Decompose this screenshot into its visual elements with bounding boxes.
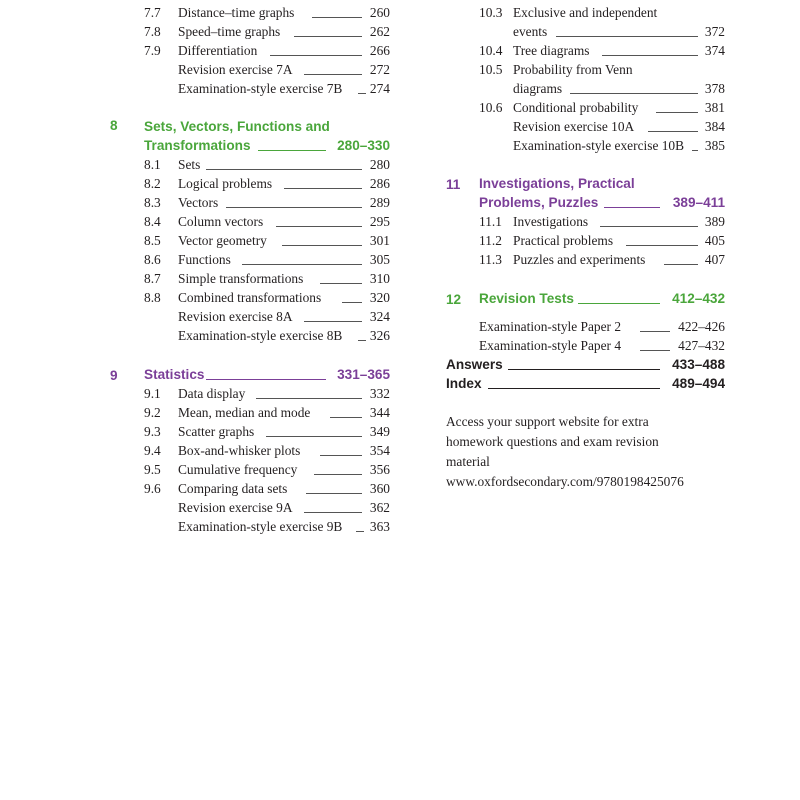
leader-line: [282, 245, 362, 246]
leader-line: [294, 36, 362, 37]
section-title: Column vectors: [178, 214, 264, 229]
section-title: Revision exercise 8A: [178, 309, 293, 324]
page-number: 274: [369, 81, 390, 96]
chapter-page-range: 331–365: [337, 367, 390, 382]
section-number: 9.2: [144, 405, 161, 420]
leader-line: [578, 303, 660, 304]
leader-line: [312, 17, 362, 18]
leader-line: [284, 188, 362, 189]
section-number: 10.4: [479, 43, 503, 58]
chapter-title: Sets, Vectors, Functions and: [144, 119, 330, 134]
section-title: Vectors: [178, 195, 219, 210]
leader-line: [304, 74, 362, 75]
support-line: homework questions and exam revision: [446, 434, 659, 449]
section-title: Tree diagrams: [513, 43, 590, 58]
section-title: Functions: [178, 252, 231, 267]
section-title: Examination-style exercise 8B: [178, 328, 343, 343]
section-title: Data display: [178, 386, 246, 401]
section-number: 7.8: [144, 24, 161, 39]
page-number: 405: [704, 233, 725, 248]
section-number: 8.8: [144, 290, 161, 305]
page-number: 356: [369, 462, 390, 477]
leader-line: [306, 493, 362, 494]
section-title: Mean, median and mode: [178, 405, 311, 420]
section-number: 7.9: [144, 43, 161, 58]
section-number: 10.3: [479, 5, 503, 20]
leader-line: [488, 388, 660, 389]
leader-line: [320, 455, 362, 456]
support-line: Access your support website for extra: [446, 414, 649, 429]
section-number: 9.3: [144, 424, 161, 439]
page-number: 489–494: [672, 376, 725, 391]
section-number: 8.6: [144, 252, 161, 267]
page-number: 422–426: [678, 319, 725, 334]
section-title: Practical problems: [513, 233, 614, 248]
page-number: 378: [704, 81, 725, 96]
section-title: Differentiation: [178, 43, 258, 58]
section-title: diagrams: [513, 81, 563, 96]
leader-line: [600, 226, 698, 227]
page-number: 280: [369, 157, 390, 172]
leader-line: [556, 36, 698, 37]
section-title: Comparing data sets: [178, 481, 288, 496]
section-number: 9.4: [144, 443, 161, 458]
chapter-page-range: 280–330: [337, 138, 390, 153]
chapter-title: Revision Tests: [479, 291, 574, 306]
leader-line: [270, 55, 362, 56]
section-title: Probability from Venn: [513, 62, 633, 77]
section-title: Examination-style Paper 2: [479, 319, 622, 334]
section-title: Vector geometry: [178, 233, 267, 248]
page-number: 433–488: [672, 357, 725, 372]
leader-line: [664, 264, 698, 265]
section-number: 8.7: [144, 271, 161, 286]
page-number: 349: [369, 424, 390, 439]
leader-line: [508, 369, 660, 370]
leader-line: [602, 55, 698, 56]
page-number: 266: [369, 43, 390, 58]
section-title: Examination-style exercise 10B: [513, 138, 685, 153]
section-number: 8.2: [144, 176, 161, 191]
leader-line: [330, 417, 362, 418]
support-note: [446, 412, 736, 492]
leader-line: [320, 283, 362, 284]
page-number: 363: [369, 519, 390, 534]
page-number: 384: [704, 119, 725, 134]
chapter-title: Investigations, Practical: [479, 176, 635, 191]
page-number: 389: [704, 214, 725, 229]
page-number: 344: [369, 405, 390, 420]
page-number: 360: [369, 481, 390, 496]
page-number: 374: [704, 43, 725, 58]
page-number: 305: [369, 252, 390, 267]
section-number: 11.1: [479, 214, 502, 229]
chapter-title: Transformations: [144, 138, 251, 153]
section-title: Scatter graphs: [178, 424, 255, 439]
chapter-number: 12: [446, 292, 462, 307]
page-number: 385: [704, 138, 725, 153]
section-number: 8.1: [144, 157, 161, 172]
page-number: 332: [369, 386, 390, 401]
leader-line: [570, 93, 698, 94]
chapter-page-range: 389–411: [672, 195, 725, 210]
leader-line: [276, 226, 362, 227]
section-number: 8.3: [144, 195, 161, 210]
page-number: 427–432: [678, 338, 725, 353]
section-title: Conditional probability: [513, 100, 639, 115]
section-title: Exclusive and independent: [513, 5, 658, 20]
answers-label: Answers: [446, 357, 503, 372]
page-number: 260: [369, 5, 390, 20]
leader-line: [342, 302, 362, 303]
page-number: 354: [369, 443, 390, 458]
index-label: Index: [446, 376, 482, 391]
section-title: Speed–time graphs: [178, 24, 281, 39]
section-title: Examination-style Paper 4: [479, 338, 622, 353]
section-number: 9.6: [144, 481, 161, 496]
section-title: Investigations: [513, 214, 589, 229]
page-number: 324: [369, 309, 390, 324]
section-title: Combined transformations: [178, 290, 322, 305]
section-number: 11.3: [479, 252, 502, 267]
page-number: 289: [369, 195, 390, 210]
section-title: Simple transformations: [178, 271, 304, 286]
section-number: 7.7: [144, 5, 161, 20]
section-title: Examination-style exercise 9B: [178, 519, 343, 534]
section-title: Distance–time graphs: [178, 5, 295, 20]
section-title: Puzzles and experiments: [513, 252, 646, 267]
support-url[interactable]: www.oxfordsecondary.com/9780198425076: [446, 474, 684, 489]
chapter-title: Problems, Puzzles: [479, 195, 599, 210]
leader-line: [266, 436, 362, 437]
chapter-page-range: 412–432: [672, 291, 725, 306]
section-title: Revision exercise 9A: [178, 500, 293, 515]
page-number: 326: [369, 328, 390, 343]
section-number: 10.6: [479, 100, 503, 115]
section-title: Examination-style exercise 7B: [178, 81, 343, 96]
section-title: events: [513, 24, 548, 39]
support-line: material: [446, 454, 490, 469]
leader-line: [226, 207, 362, 208]
section-title: Box-and-whisker plots: [178, 443, 301, 458]
section-number: 9.5: [144, 462, 161, 477]
section-title: Revision exercise 10A: [513, 119, 635, 134]
chapter-number: 9: [110, 368, 118, 383]
page-number: 310: [369, 271, 390, 286]
section-number: 9.1: [144, 386, 161, 401]
leader-line: [256, 398, 362, 399]
chapter-number: 8: [110, 118, 118, 133]
leader-line: [304, 321, 362, 322]
page-number: 295: [369, 214, 390, 229]
leader-line: [626, 245, 698, 246]
leader-line: [640, 331, 670, 332]
leader-line: [206, 379, 326, 380]
chapter-title: Statistics: [144, 367, 205, 382]
page-number: 362: [369, 500, 390, 515]
section-number: 8.4: [144, 214, 161, 229]
leader-line: [206, 169, 362, 170]
leader-line: [314, 474, 362, 475]
section-title: Sets: [178, 157, 201, 172]
leader-line: [604, 207, 660, 208]
page-number: 320: [369, 290, 390, 305]
section-number: 11.2: [479, 233, 502, 248]
page-number: 372: [704, 24, 725, 39]
page-number: 381: [704, 100, 725, 115]
page-number: 301: [369, 233, 390, 248]
section-number: 8.5: [144, 233, 161, 248]
leader-line: [656, 112, 698, 113]
leader-line: [692, 150, 698, 151]
page-number: 286: [369, 176, 390, 191]
leader-line: [356, 531, 364, 532]
leader-line: [304, 512, 362, 513]
page-number: 407: [704, 252, 725, 267]
page-number: 262: [369, 24, 390, 39]
leader-line: [648, 131, 698, 132]
section-title: Logical problems: [178, 176, 273, 191]
leader-line: [242, 264, 362, 265]
leader-line: [640, 350, 670, 351]
page-number: 272: [369, 62, 390, 77]
section-number: 10.5: [479, 62, 503, 77]
leader-line: [258, 150, 326, 151]
chapter-number: 11: [446, 177, 461, 192]
section-title: Revision exercise 7A: [178, 62, 293, 77]
section-title: Cumulative frequency: [178, 462, 298, 477]
